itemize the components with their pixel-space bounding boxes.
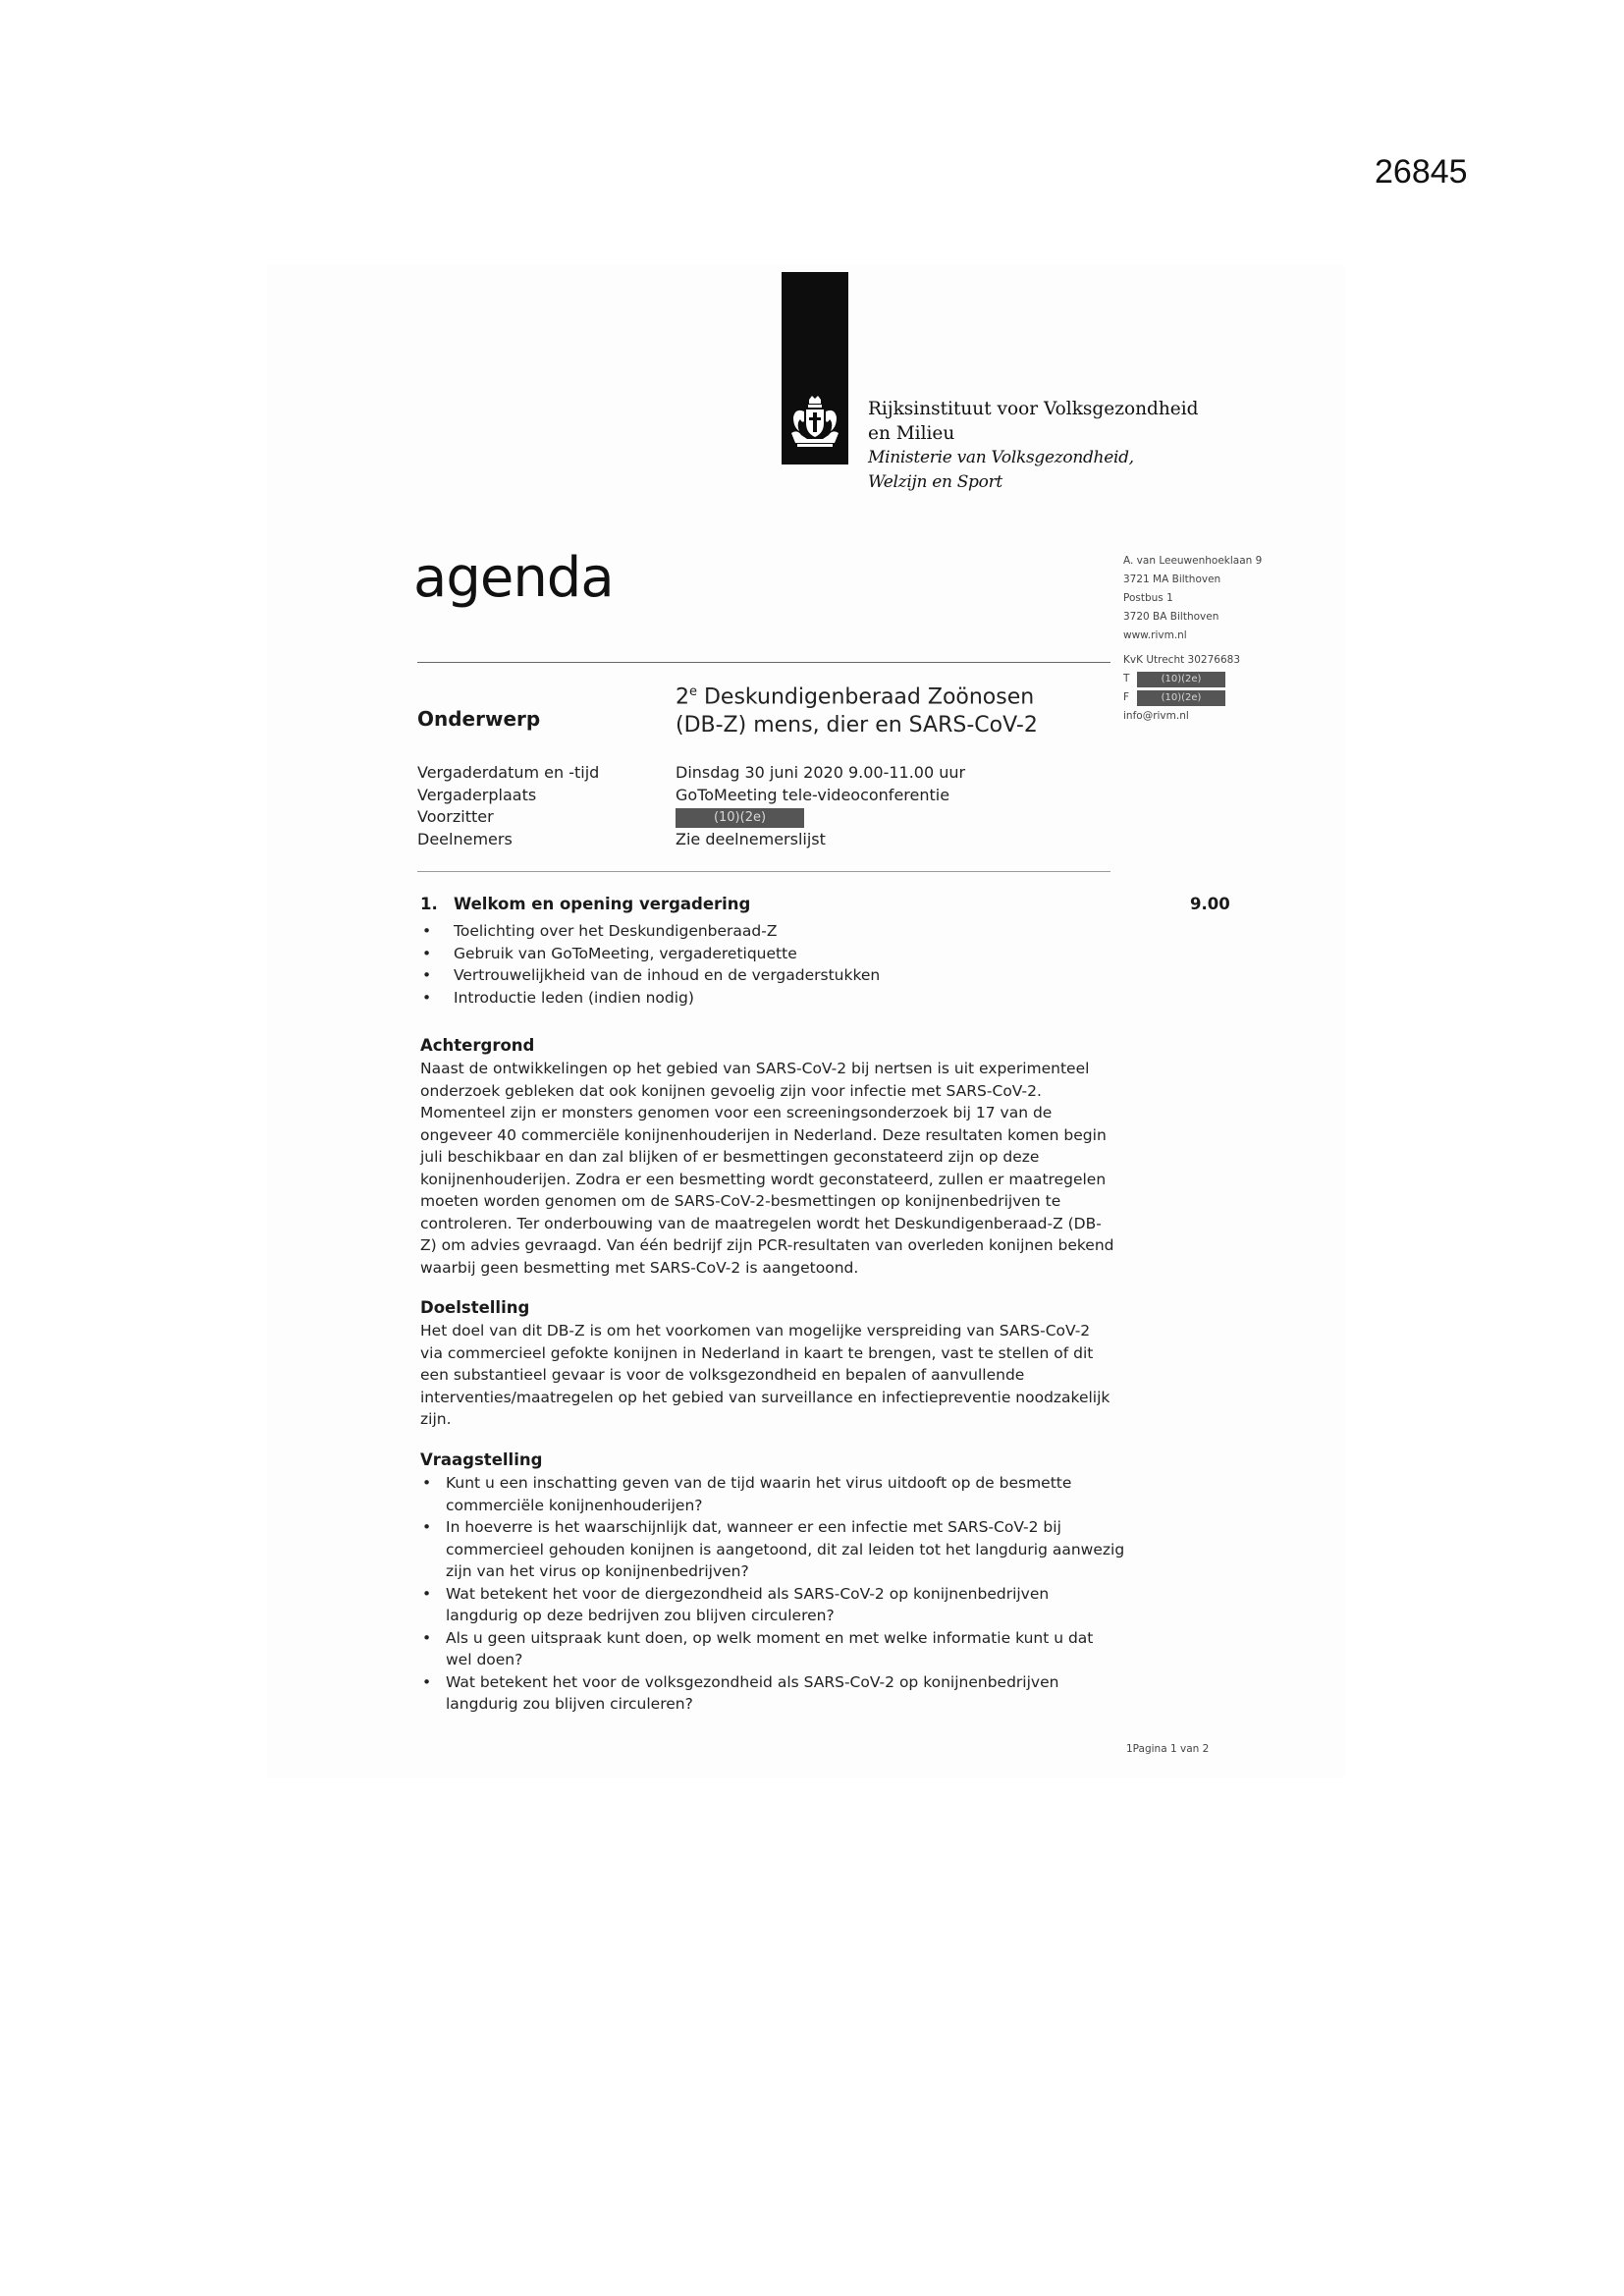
- address-line: A. van Leeuwenhoeklaan 9: [1123, 555, 1263, 567]
- ministry-line-1: Ministerie van Volksgezondheid,: [868, 448, 1134, 467]
- text-line: langdurig zou blijven circuleren?: [446, 1695, 693, 1713]
- org-line-1: Rijksinstituut voor Volksgezondheid: [868, 399, 1199, 419]
- meta-labels: [417, 762, 599, 850]
- text-line: • Wat betekent het voor de volksgezondheid als SARS-CoV-2 op konijnenbedrijven: [446, 1672, 1059, 1691]
- organisation-name: [868, 397, 1198, 495]
- meta-divider: [417, 871, 1110, 872]
- list-item: • Vertrouwelijkheid van de inhoud en de vergaderstukken: [420, 964, 880, 987]
- fax-label: F: [1123, 691, 1130, 703]
- list-item: [420, 1472, 1124, 1516]
- meta-label-place: Vergaderplaats: [417, 785, 537, 804]
- text-line: juli beschikbaar en dan zal blijken of er besmettingen geconstateerd zijn op deze: [420, 1148, 1040, 1166]
- text-line: • Wat betekent het voor de diergezondheid als SARS-CoV-2 op konijnenbedrijven: [446, 1584, 1050, 1603]
- header-divider: [417, 662, 1110, 663]
- text-line: wel doen?: [446, 1651, 523, 1668]
- fax-row: [1123, 688, 1262, 707]
- agenda-item-title-text: Welkom en opening vergadering: [454, 895, 751, 913]
- text-line: konijnenhouderijen. Zodra er een besmetting wordt geconstateerd, zullen er maatregelen: [420, 1170, 1107, 1188]
- text-line: waarbij geen besmetting met SARS-CoV-2 is aangetoond.: [420, 1258, 859, 1277]
- website: www.rivm.nl: [1123, 629, 1187, 641]
- text-line: Het doel van dit DB-Z is om het voorkomen van mogelijke verspreiding van SARS-CoV-2: [420, 1322, 1091, 1339]
- meta-label-chair: Voorzitter: [417, 807, 494, 826]
- text-line: langdurig op deze bedrijven zou blijven circuleren?: [446, 1607, 835, 1624]
- text-line: via commercieel gefokte konijnen in Nederland in kaart te brengen, vast te stellen of dit: [420, 1343, 1094, 1362]
- list-item: • Introductie leden (indien nodig): [420, 987, 880, 1010]
- document-number: 26845: [1375, 153, 1468, 191]
- redacted-phone: (10)(2e): [1137, 672, 1225, 687]
- text-line: zijn van het virus op konijnenbedrijven?: [446, 1562, 749, 1580]
- ministry-line-2: Welzijn en Sport: [868, 472, 1002, 492]
- address-line: Postbus 1: [1123, 592, 1173, 604]
- redacted-chair: (10)(2e): [676, 808, 804, 828]
- text-line: zijn.: [420, 1410, 452, 1428]
- meta-label-date: Vergaderdatum en -tijd: [417, 763, 600, 782]
- vraagstelling-list: [420, 1472, 1124, 1716]
- text-line: Z) om advies gevraagd. Van één bedrijf zijn PCR-resultaten van overleden konijnen bekend: [420, 1236, 1114, 1254]
- list-item: [420, 1671, 1124, 1716]
- royal-coat-of-arms-icon: [787, 394, 842, 451]
- address-line: 3720 BA Bilthoven: [1123, 611, 1219, 623]
- text-line: commercieel gehouden konijnen is aangetoond, dit zal leiden tot het langdurig aanwezig: [446, 1540, 1125, 1558]
- redacted-fax: (10)(2e): [1137, 690, 1225, 706]
- text-line: Momenteel zijn er monsters genomen voor een screeningsonderzoek bij 17 van de: [420, 1104, 1053, 1121]
- agenda-item-number: 1.: [420, 895, 438, 913]
- agenda-item-1-title: [420, 895, 750, 913]
- doelstelling-heading: Doelstelling: [420, 1298, 530, 1317]
- achtergrond-text: [420, 1058, 1186, 1279]
- text-line: onderzoek gebleken dat ook konijnen gevoelig zijn voor infectie met SARS-CoV-2.: [420, 1081, 1042, 1100]
- meeting-place: GoToMeeting tele-videoconferentie: [676, 785, 950, 804]
- org-line-2: en Milieu: [868, 423, 955, 444]
- agenda-item-1-time: 9.00: [1190, 895, 1230, 913]
- text-line: • Kunt u een inschatting geven van de tijd waarin het virus uitdooft op de besmette: [446, 1474, 1072, 1492]
- text-line: moeten worden genomen om de SARS-CoV-2-besmettingen op konijnenbedrijven te: [420, 1192, 1061, 1210]
- kvk-number: KvK Utrecht 30276683: [1123, 654, 1240, 666]
- subject-ordinal: 2: [676, 684, 689, 710]
- phone-label: T: [1123, 673, 1130, 684]
- list-item: [420, 1583, 1124, 1627]
- text-line: controleren. Ter onderbouwing van de maatregelen wordt het Deskundigenberaad-Z (DB-: [420, 1214, 1102, 1232]
- achtergrond-heading: Achtergrond: [420, 1036, 535, 1055]
- participants-ref: Zie deelnemerslijst: [676, 829, 826, 848]
- list-item: • Gebruik van GoToMeeting, vergaderetiquette: [420, 943, 880, 965]
- subject-line-1: Deskundigenberaad Zoönosen: [697, 684, 1035, 710]
- document-title: agenda: [413, 546, 614, 610]
- address-block: [1123, 552, 1262, 726]
- rijksoverheid-logo-bar: [782, 272, 848, 465]
- subject-ordinal-sup: e: [689, 684, 697, 699]
- meeting-date: Dinsdag 30 juni 2020 9.00-11.00 uur: [676, 763, 966, 782]
- page-number: 1Pagina 1 van 2: [1126, 1743, 1210, 1755]
- meta-label-participants: Deelnemers: [417, 829, 513, 848]
- list-item: [420, 1627, 1124, 1671]
- text-line: Naast de ontwikkelingen op het gebied van SARS-CoV-2 bij nertsen is uit experimenteel: [420, 1060, 1090, 1077]
- subject-label: Onderwerp: [417, 707, 541, 731]
- subject-text: [676, 678, 1038, 739]
- list-item: • Toelichting over het Deskundigenberaad-Z: [420, 920, 880, 943]
- text-line: commerciële konijnenhouderijen?: [446, 1496, 703, 1514]
- list-item: [420, 1516, 1124, 1583]
- address-line: 3721 MA Bilthoven: [1123, 574, 1221, 585]
- text-line: een substantieel gevaar is voor de volksgezondheid en bepalen of aanvullende: [420, 1366, 1025, 1384]
- vraagstelling-heading: Vraagstelling: [420, 1450, 543, 1469]
- text-line: • In hoeverre is het waarschijnlijk dat, wanneer er een infectie met SARS-CoV-2 bij: [446, 1518, 1061, 1536]
- subject-line-2: (DB-Z) mens, dier en SARS-CoV-2: [676, 713, 1038, 738]
- text-line: ongeveer 40 commerciële konijnenhouderijen in Nederland. Deze resultaten komen begin: [420, 1125, 1107, 1144]
- phone-row: [1123, 670, 1262, 688]
- email: info@rivm.nl: [1123, 710, 1189, 722]
- text-line: interventies/maatregelen op het gebied van surveillance en infectiepreventie noodzakelijk: [420, 1388, 1110, 1406]
- meta-values: [676, 762, 965, 850]
- doelstelling-text: [420, 1320, 1186, 1431]
- agenda-item-1-bullets: [420, 920, 880, 1009]
- text-line: • Als u geen uitspraak kunt doen, op welk moment en met welke informatie kunt u dat: [446, 1628, 1094, 1647]
